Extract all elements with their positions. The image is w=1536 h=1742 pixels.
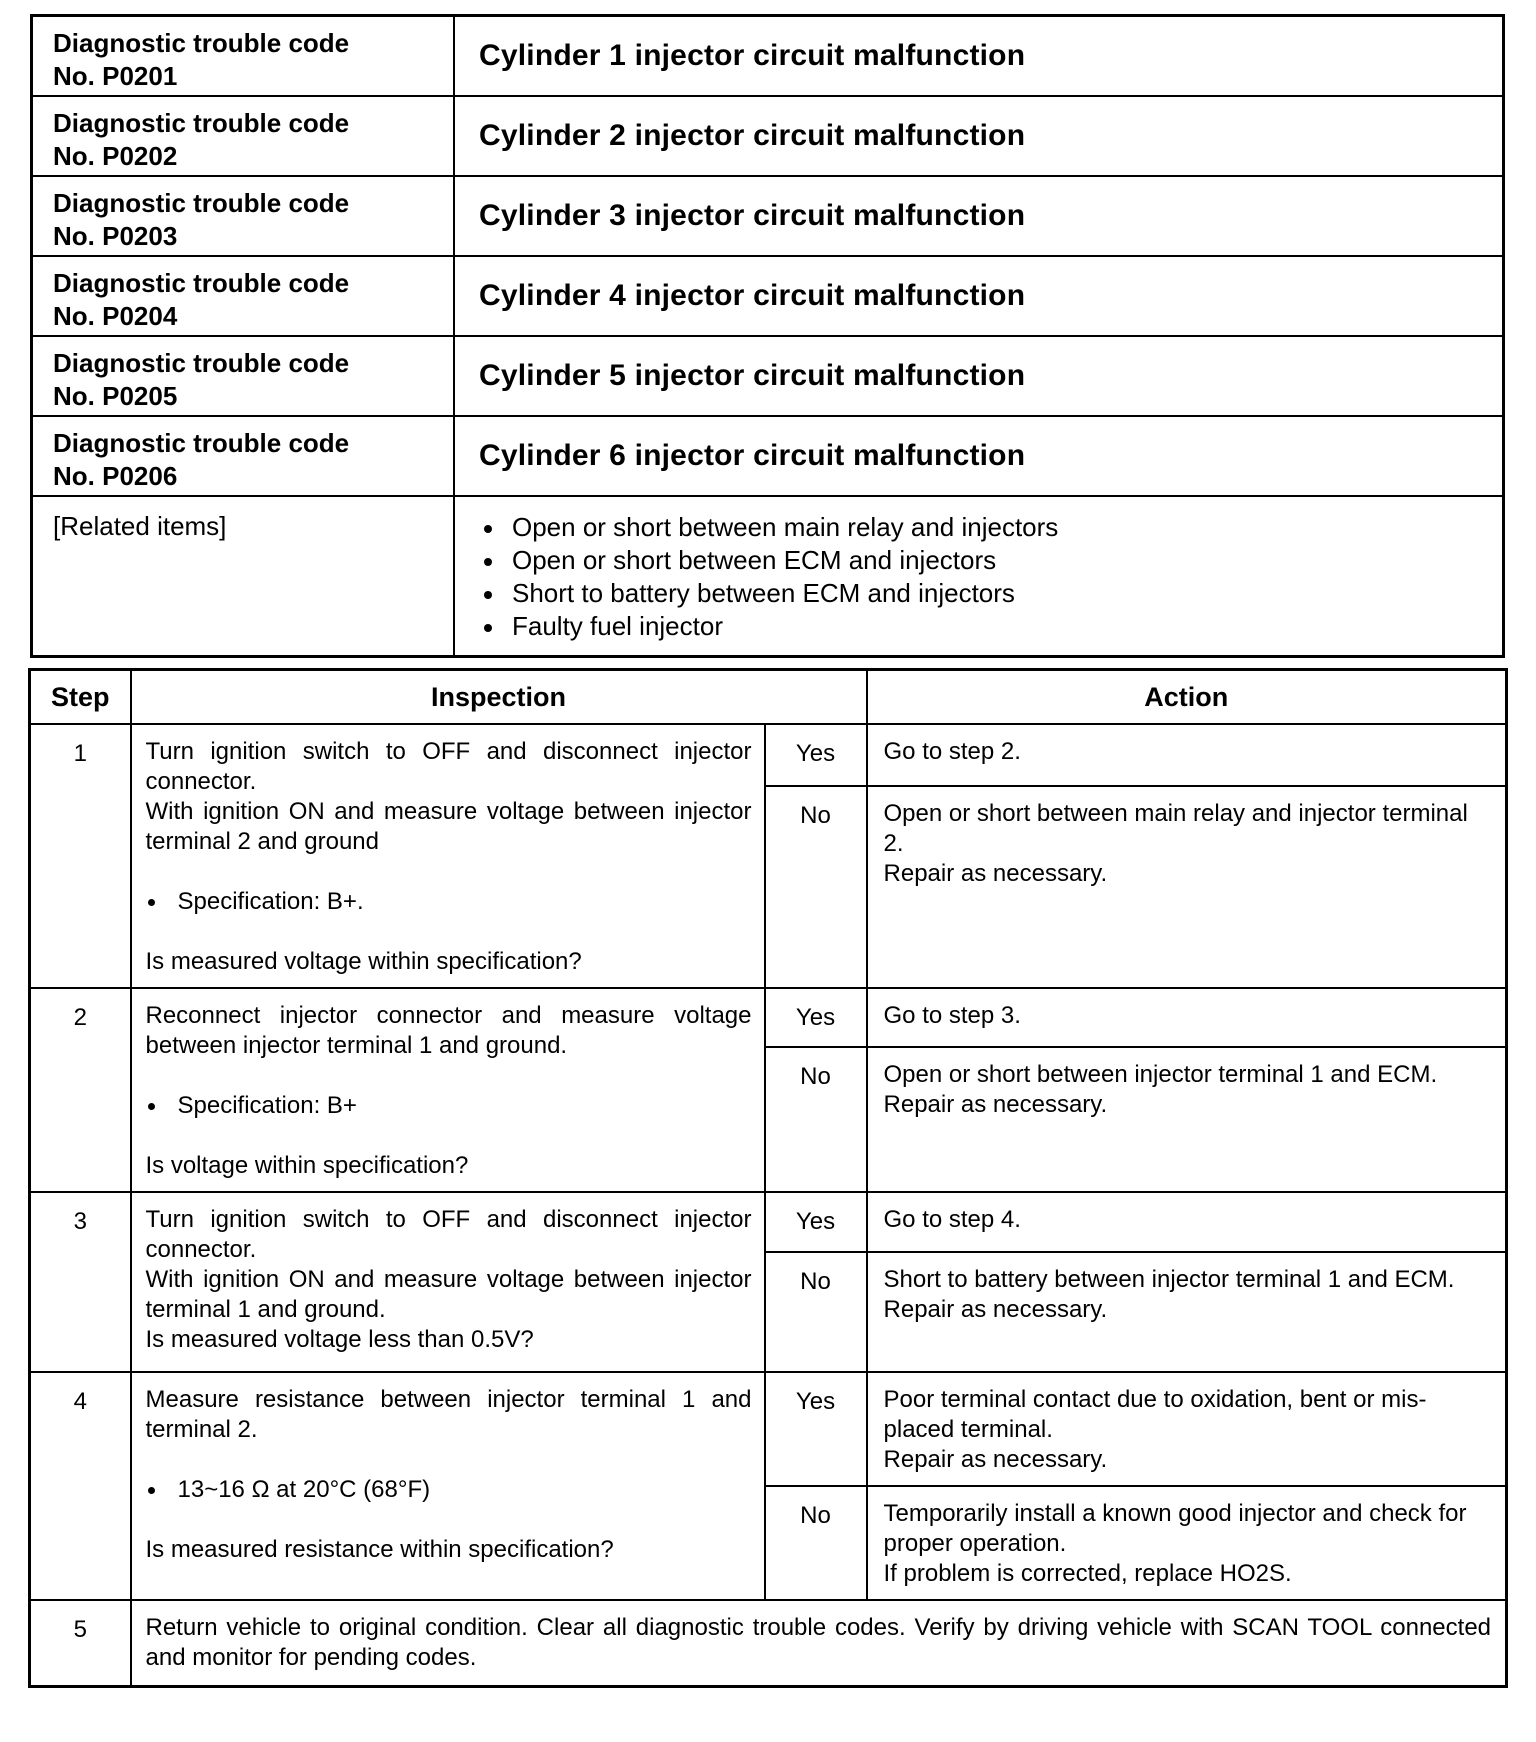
dtc-table <box>30 14 1505 658</box>
no-action <box>867 1486 1507 1600</box>
header-inspection: Inspection <box>131 670 867 725</box>
dtc-title: Cylinder 4 injector circuit malfunction <box>454 256 1504 336</box>
dtc-code-cell <box>32 256 455 336</box>
related-item: Short to battery between ECM and injectors <box>479 577 1478 610</box>
dtc-title: Cylinder 5 injector circuit malfunction <box>454 336 1504 416</box>
dtc-title: Cylinder 3 injector circuit malfunction <box>454 176 1504 256</box>
dtc-row <box>32 336 1504 416</box>
related-item: Open or short between ECM and injectors <box>479 544 1478 577</box>
dtc-title: Cylinder 2 injector circuit malfunction <box>454 96 1504 176</box>
inspection-question: Is voltage within specification? <box>145 1152 469 1179</box>
inspection-text: Measure resistance between injector terminal 1 and terminal 2. <box>145 1386 752 1443</box>
dtc-code-number: No. P0203 <box>53 221 178 251</box>
step-number: 1 <box>30 724 131 988</box>
final-step-text: Return vehicle to original condition. Clear all diagnostic trouble codes. Verify by driving vehicle with SCAN TOOL connected and monitor for pending codes. <box>131 1600 1507 1687</box>
related-item: Faulty fuel injector <box>479 610 1478 643</box>
step-inspection <box>131 1372 765 1600</box>
related-items-cell <box>454 496 1504 657</box>
related-items-row <box>32 496 1504 657</box>
dtc-row <box>32 256 1504 336</box>
inspection-spec: Specification: B+ <box>146 1091 752 1121</box>
no-label: No <box>765 1047 867 1192</box>
step-inspection <box>131 1192 765 1372</box>
header-action: Action <box>867 670 1507 725</box>
inspection-text: Turn ignition switch to OFF and disconnect injector connector. <box>145 738 752 795</box>
dtc-code-number: No. P0205 <box>53 381 178 411</box>
dtc-code-label: Diagnostic trouble code <box>53 108 350 138</box>
action-text: Short to battery between injector terminal 1 and ECM. <box>883 1266 1455 1293</box>
dtc-row <box>32 176 1504 256</box>
step-inspection <box>131 724 765 988</box>
no-action <box>867 1047 1507 1192</box>
inspection-text: With ignition ON and measure voltage between injector terminal 1 and ground. <box>145 1266 752 1323</box>
inspection-question: Is measured voltage less than 0.5V? <box>145 1326 534 1353</box>
dtc-code-label: Diagnostic trouble code <box>53 188 350 218</box>
yes-label: Yes <box>765 988 867 1047</box>
step-row <box>30 724 1507 786</box>
yes-label: Yes <box>765 1372 867 1486</box>
step-number: 5 <box>30 1600 131 1687</box>
dtc-title: Cylinder 1 injector circuit malfunction <box>454 16 1504 97</box>
dtc-row <box>32 16 1504 97</box>
dtc-code-number: No. P0206 <box>53 461 178 491</box>
dtc-code-number: No. P0201 <box>53 61 178 91</box>
header-step: Step <box>30 670 131 725</box>
dtc-code-cell <box>32 416 455 496</box>
inspection-text: Reconnect injector connector and measure voltage between injector terminal 1 and ground. <box>145 1002 752 1059</box>
action-text: Repair as necessary. <box>883 1091 1108 1119</box>
no-label: No <box>765 1486 867 1600</box>
action-text: Open or short between main relay and injector terminal 2. <box>883 800 1468 857</box>
action-text: Go to step 4. <box>883 1206 1021 1233</box>
action-text: Temporarily install a known good injector and check for proper operation. <box>883 1500 1467 1557</box>
inspection-question: Is measured resistance within specification? <box>145 1536 614 1563</box>
yes-action <box>867 988 1507 1047</box>
dtc-code-label: Diagnostic trouble code <box>53 428 350 458</box>
action-text: Repair as necessary. <box>883 1296 1108 1323</box>
dtc-code-label: Diagnostic trouble code <box>53 268 350 298</box>
step-row-final <box>30 1600 1507 1687</box>
dtc-code-cell <box>32 176 455 256</box>
dtc-code-number: No. P0202 <box>53 141 178 171</box>
step-inspection <box>131 988 765 1192</box>
action-text: Open or short between injector terminal 1 and ECM. <box>883 1061 1438 1089</box>
inspection-text: With ignition ON and measure voltage between injector terminal 2 and ground <box>145 798 752 855</box>
dtc-code-number: No. P0204 <box>53 301 178 331</box>
step-row <box>30 988 1507 1047</box>
dtc-title: Cylinder 6 injector circuit malfunction <box>454 416 1504 496</box>
inspection-spec: 13~16 Ω at 20°C (68°F) <box>146 1475 752 1505</box>
no-action <box>867 786 1507 988</box>
related-items-list <box>479 511 1478 643</box>
steps-table <box>28 668 1508 1688</box>
step-row <box>30 1372 1507 1486</box>
no-label: No <box>765 786 867 988</box>
yes-label: Yes <box>765 1192 867 1252</box>
dtc-code-label: Diagnostic trouble code <box>53 28 350 58</box>
no-action <box>867 1252 1507 1372</box>
action-text: If problem is corrected, replace HO2S. <box>883 1560 1292 1587</box>
action-text: Go to step 3. <box>883 1002 1021 1029</box>
yes-action <box>867 724 1507 786</box>
action-text: Go to step 2. <box>883 738 1021 765</box>
steps-header-row <box>30 670 1507 725</box>
step-number: 3 <box>30 1192 131 1372</box>
dtc-code-cell <box>32 336 455 416</box>
action-text: Poor terminal contact due to oxidation, bent or mis-placed terminal. <box>883 1386 1427 1443</box>
dtc-row <box>32 96 1504 176</box>
action-text: Repair as necessary. <box>883 1446 1108 1473</box>
inspection-text: Turn ignition switch to OFF and disconnect injector connector. <box>145 1206 752 1263</box>
dtc-code-label: Diagnostic trouble code <box>53 348 350 378</box>
dtc-row <box>32 416 1504 496</box>
yes-action <box>867 1192 1507 1252</box>
action-text: Repair as necessary. <box>883 860 1108 887</box>
dtc-code-cell <box>32 96 455 176</box>
inspection-question: Is measured voltage within specification? <box>145 948 582 975</box>
yes-label: Yes <box>765 724 867 786</box>
step-number: 4 <box>30 1372 131 1600</box>
no-label: No <box>765 1252 867 1372</box>
step-number: 2 <box>30 988 131 1192</box>
related-item: Open or short between main relay and injectors <box>479 511 1478 544</box>
dtc-code-cell <box>32 16 455 97</box>
yes-action <box>867 1372 1507 1486</box>
step-row <box>30 1192 1507 1252</box>
related-items-label: [Related items] <box>32 496 455 657</box>
inspection-spec: Specification: B+. <box>146 887 752 917</box>
